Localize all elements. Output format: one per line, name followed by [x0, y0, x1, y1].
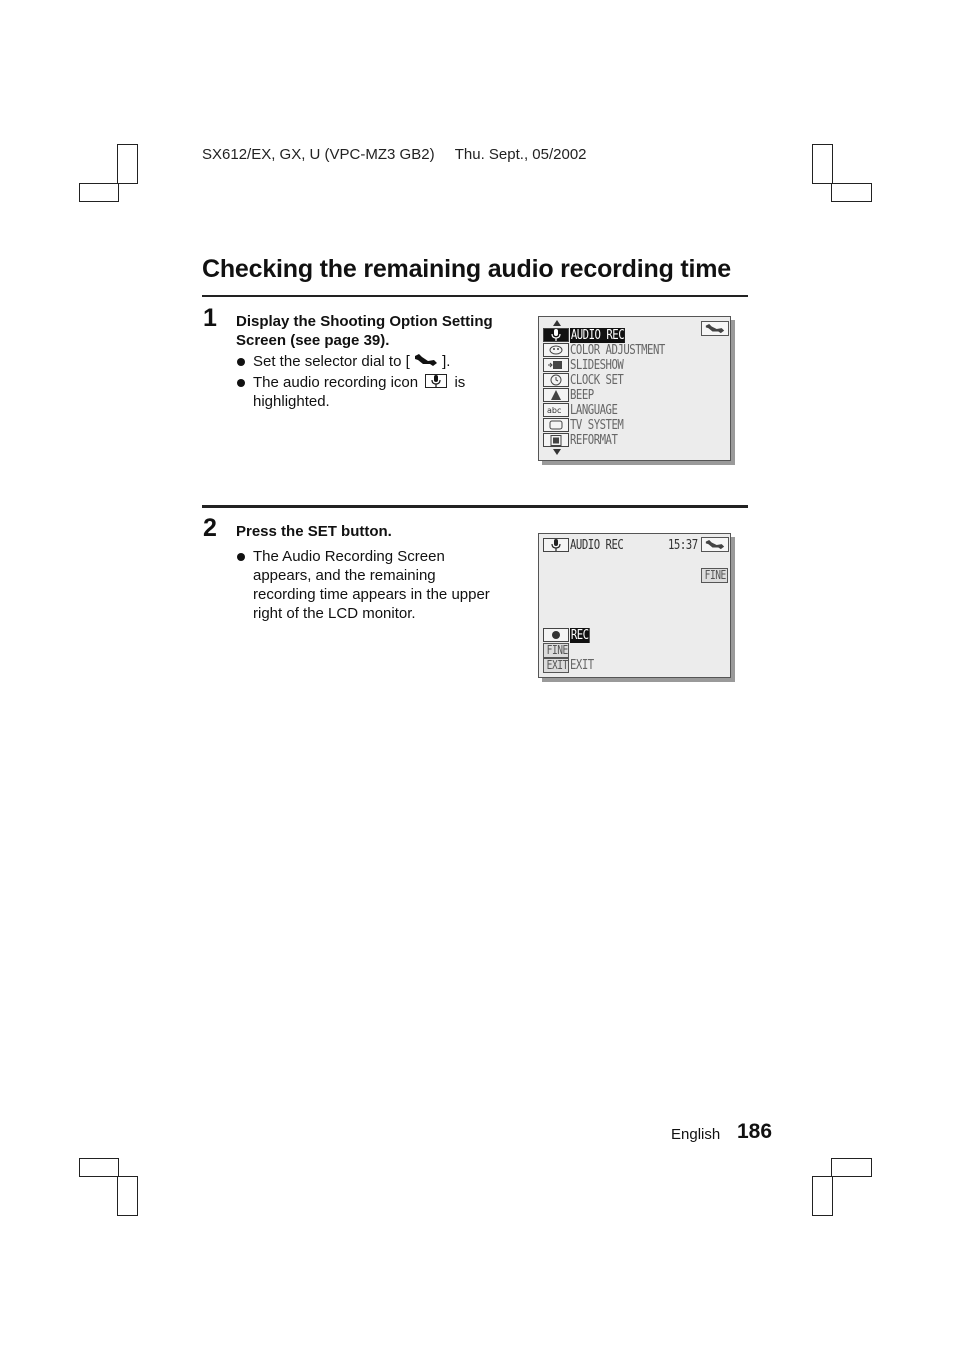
audio-rec-title: AUDIO REC: [570, 538, 624, 553]
menu-item-clock-set[interactable]: CLOCK SET: [570, 373, 624, 388]
crop-mark: [831, 183, 872, 202]
wrench-icon: [414, 353, 438, 369]
bell-icon: [543, 388, 569, 402]
menu-item-reformat[interactable]: REFORMAT: [570, 433, 618, 448]
crop-mark: [79, 1158, 119, 1177]
lcd-screen-shooting-options: [538, 316, 731, 461]
language-abc-icon: [543, 403, 569, 417]
bullet-item: Set the selector dial to [ ].: [236, 352, 526, 371]
exit-option[interactable]: EXIT: [570, 658, 594, 673]
menu-item-audio-rec[interactable]: AUDIO REC: [570, 328, 625, 343]
step-2-bullets: [236, 547, 526, 623]
record-dot-icon: [543, 628, 569, 642]
clock-icon: [543, 373, 569, 387]
microphone-icon: [543, 538, 569, 552]
print-header: [202, 146, 587, 163]
color-palette-icon: [543, 343, 569, 357]
step-1-heading: Display the Shooting Option Setting Screen (see page 39).: [236, 313, 493, 349]
crop-mark: [79, 183, 119, 202]
slideshow-icon: [543, 358, 569, 372]
tv-icon: [543, 418, 569, 432]
step-1-number: 1: [203, 304, 217, 332]
fine-option[interactable]: FINE: [543, 643, 569, 658]
wrench-icon: [701, 321, 729, 336]
scroll-up-arrow-icon: [553, 320, 561, 326]
footer-language: English: [671, 1126, 721, 1143]
microphone-icon: [425, 374, 447, 388]
step-2-heading: Press the SET button.: [236, 523, 392, 540]
step-1-bullets: [236, 352, 526, 411]
header-model: SX612/EX, GX, U (VPC-MZ3 GB2): [202, 146, 435, 163]
memory-card-icon: [543, 433, 569, 447]
step-1-text: [236, 312, 526, 411]
menu-item-slideshow[interactable]: SLIDESHOW: [570, 358, 624, 373]
crop-mark: [812, 1176, 833, 1216]
header-date: Thu. Sept., 05/2002: [454, 146, 587, 163]
page-number: 186: [737, 1120, 773, 1143]
quality-fine-badge: FINE: [701, 568, 728, 583]
menu-item-color-adjustment[interactable]: COLOR ADJUSTMENT: [570, 343, 665, 358]
rec-option[interactable]: REC: [570, 628, 589, 643]
page-title: Checking the remaining audio recording time: [202, 255, 731, 283]
microphone-icon: [543, 328, 569, 342]
crop-mark: [117, 1176, 138, 1216]
exit-icon: EXIT: [543, 658, 569, 673]
step-2-number: 2: [203, 514, 217, 542]
crop-mark: [812, 144, 833, 184]
menu-item-tv-system[interactable]: TV SYSTEM: [570, 418, 624, 433]
step-2-text: [236, 522, 526, 623]
svg-text:abc: abc: [547, 406, 562, 415]
crop-mark: [117, 144, 138, 184]
scroll-down-arrow-icon: [553, 449, 561, 455]
menu-item-beep[interactable]: BEEP: [570, 388, 594, 403]
remaining-time: 15:37: [668, 538, 698, 553]
crop-mark: [831, 1158, 872, 1177]
section-rule: [202, 505, 748, 508]
menu-item-language[interactable]: LANGUAGE: [570, 403, 618, 418]
title-rule: [202, 295, 748, 297]
wrench-icon: [701, 537, 729, 552]
bullet-item: The audio recording icon is highlighted.: [236, 373, 526, 411]
bullet-item: The Audio Recording Screen appears, and the remaining recording time appears in the upper right of the LCD monitor.: [236, 547, 526, 623]
lcd-screen-audio-recording: [538, 533, 731, 678]
